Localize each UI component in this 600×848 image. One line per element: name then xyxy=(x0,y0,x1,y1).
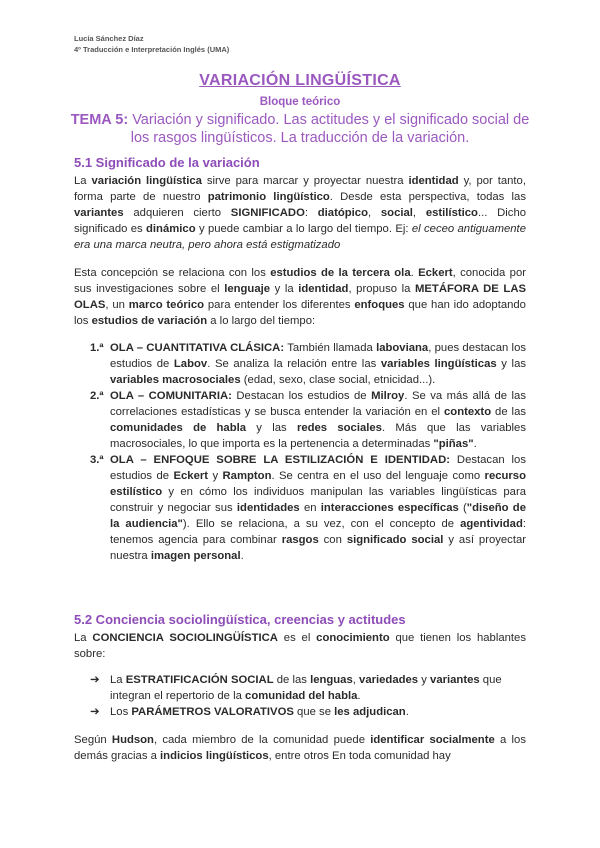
text-run: y xyxy=(418,674,431,686)
text-run: , propuso la xyxy=(348,283,415,295)
bold-term: estudios de la tercera ola xyxy=(270,267,411,279)
bold-term: CONCIENCIA SOCIOLINGÜÍSTICA xyxy=(92,632,278,644)
text-run: . Se va más allá de las correlaciones estadísticas y se busca entender la variación en el xyxy=(110,390,526,418)
wave-item xyxy=(90,340,527,388)
bold-term: Labov xyxy=(173,358,208,370)
bold-term: diatópico xyxy=(317,207,368,219)
bold-term: variantes xyxy=(430,674,480,686)
section-2-paragraph-2 xyxy=(74,732,526,764)
wave-item xyxy=(90,452,526,564)
document-title: VARIACIÓN LINGÜÍSTICA xyxy=(199,72,401,89)
section-2-heading: 5.2 Conciencia sociolingüística, creencias y actitudes xyxy=(74,612,406,627)
bold-term: estilístico xyxy=(425,207,478,219)
text-run: que se xyxy=(293,706,335,718)
text-run: y xyxy=(208,470,223,482)
text-run: , xyxy=(352,674,360,686)
bold-term: identidad xyxy=(408,175,459,187)
bold-term: indicios lingüísticos xyxy=(160,750,269,762)
awareness-item xyxy=(90,704,526,720)
bold-term: variación lingüística xyxy=(91,175,202,187)
bold-term: interacciones específicas xyxy=(320,502,459,514)
text-run: que han ido adoptando los xyxy=(74,299,526,327)
wave-text xyxy=(110,340,526,388)
wave-number: 3.ª xyxy=(90,454,104,466)
bold-term: enfoques xyxy=(354,299,405,311)
wave-text xyxy=(110,388,526,452)
text-run: . xyxy=(405,706,409,718)
bold-term: significado social xyxy=(346,534,444,546)
bold-term: redes sociales xyxy=(296,422,382,434)
text-run: Destacan los estudios de xyxy=(231,390,372,402)
text-run: ). Ello se relaciona, a su vez, con el concepto de xyxy=(182,518,461,530)
bold-term: social xyxy=(380,207,413,219)
author-header: Lucía Sánchez Díaz xyxy=(74,34,144,43)
bold-term: comunidad del habla xyxy=(245,690,358,702)
awareness-list xyxy=(90,672,526,720)
bold-term: conocimiento xyxy=(316,632,390,644)
text-run: para entender los diferentes xyxy=(204,299,355,311)
tema-text: Variación y significado. Las actitudes y el significado social de los rasgos lingüísticos. La traducción de la variación. xyxy=(128,112,530,146)
wave-number: 1.ª xyxy=(90,342,104,354)
text-run: La xyxy=(74,175,92,187)
text-run: Según xyxy=(74,734,112,746)
text-run: y las xyxy=(246,422,297,434)
text-run: , xyxy=(367,207,381,219)
bold-term: Eckert xyxy=(418,267,453,279)
bold-term: estudios de variación xyxy=(91,315,208,327)
text-run: Esta concepción se relaciona con los xyxy=(74,267,271,279)
bold-term: rasgos xyxy=(281,534,319,546)
text-run: el ceceo antiguamente era una marca neutra, pero ahora está estigmatizado xyxy=(74,223,526,251)
text-run: . xyxy=(357,690,361,702)
text-run: (edad, sexo, clase social, etnicidad...). xyxy=(240,374,436,386)
text-run: También llamada xyxy=(284,342,377,354)
tema-label: TEMA 5: xyxy=(70,112,129,128)
text-run: y la xyxy=(270,283,299,295)
bold-term: imagen personal xyxy=(150,550,241,562)
text-run: , entre otros En toda comunidad hay xyxy=(268,750,451,762)
wave-text xyxy=(110,452,526,564)
text-run: que tienen los hablantes sobre: xyxy=(74,632,526,660)
bold-term: variables macrosociales xyxy=(110,374,241,386)
text-run: Los xyxy=(110,706,132,718)
bold-term: Eckert xyxy=(173,470,209,482)
bold-term: METÁFORA DE LAS OLAS xyxy=(74,283,527,311)
bold-term: identidades xyxy=(236,502,300,514)
bold-term: Milroy xyxy=(371,390,405,402)
text-run: . Se analiza la relación entre las xyxy=(207,358,381,370)
text-run: ( xyxy=(458,502,467,514)
text-run: La xyxy=(110,674,126,686)
bold-term: contexto xyxy=(444,406,492,418)
text-run: a lo largo del tiempo: xyxy=(207,315,316,327)
text-run: , conocida por sus investigaciones sobre el xyxy=(74,267,526,295)
bold-term: OLA – COMUNITARIA: xyxy=(110,390,232,402)
text-run: : xyxy=(304,207,318,219)
bold-term: PARÁMETROS VALORATIVOS xyxy=(131,706,294,718)
text-run: y las xyxy=(496,358,526,370)
awareness-text xyxy=(110,706,409,718)
section-1-paragraph-2 xyxy=(74,265,526,329)
bold-term: Rampton xyxy=(222,470,272,482)
text-run: . Más que las variables macrosociales, lo que importa es la pertenencia a determinadas xyxy=(110,422,526,450)
text-run: La xyxy=(74,632,93,644)
bold-term: lenguaje xyxy=(224,283,271,295)
tema-heading xyxy=(70,111,530,147)
arrow-icon: ➔ xyxy=(90,706,100,718)
text-run: . Se centra en el uso del lenguaje como xyxy=(271,470,485,482)
bold-term: variedades xyxy=(359,674,419,686)
wave-number: 2.ª xyxy=(90,390,104,402)
text-run: de las xyxy=(273,674,311,686)
text-run: : tenemos agencia para combinar xyxy=(110,518,526,546)
waves-list xyxy=(90,340,527,564)
bold-term: laboviana xyxy=(376,342,429,354)
course-header: 4º Traducción e Interpretación Inglés (UMA) xyxy=(74,45,230,54)
bold-term: lenguas xyxy=(310,674,353,686)
bold-term: identificar socialmente xyxy=(370,734,495,746)
section-1-paragraph-1 xyxy=(74,173,526,253)
text-run: y, por tanto, forma parte de nuestro xyxy=(74,175,526,203)
awareness-text xyxy=(110,674,502,702)
bold-term: les adjudican xyxy=(334,706,406,718)
text-run: es el xyxy=(277,632,317,644)
text-run: , cada miembro de la comunidad puede xyxy=(153,734,371,746)
text-run: , pues destacan los estudios de xyxy=(110,342,527,370)
text-run: . xyxy=(240,550,244,562)
bold-term: patrimonio lingüístico xyxy=(207,191,330,203)
bold-term: OLA – ENFOQUE SOBRE LA ESTILIZACIÓN E IDENTIDAD: xyxy=(110,454,450,466)
bold-term: agentividad xyxy=(460,518,523,530)
section-1-heading: 5.1 Significado de la variación xyxy=(74,155,260,170)
bold-term: variantes xyxy=(74,207,124,219)
document-subtitle: Bloque teórico xyxy=(259,96,341,108)
bold-term: recurso estilístico xyxy=(110,470,526,498)
text-run: y así proyectar nuestra xyxy=(110,534,526,562)
text-run: y en cómo los individuos manipulan las variables lingüísticas para construir y negociar sus xyxy=(110,486,526,514)
text-run: en xyxy=(299,502,321,514)
text-run: a los demás gracias a xyxy=(74,734,526,762)
text-run: . Desde esta perspectiva, todas las xyxy=(329,191,526,203)
wave-item xyxy=(90,388,526,452)
text-run: ... Dicho significado es xyxy=(74,207,527,235)
bold-term: SIGNIFICADO xyxy=(230,207,305,219)
bold-term: dinámico xyxy=(146,223,196,235)
text-run: , un xyxy=(105,299,129,311)
text-run: . xyxy=(473,438,477,450)
bold-term: ESTRATIFICACIÓN SOCIAL xyxy=(125,674,274,686)
text-run: adquieren cierto xyxy=(123,207,231,219)
arrow-icon: ➔ xyxy=(90,674,100,686)
text-run: que integran el repertorio de la xyxy=(110,674,502,702)
bold-term: "piñas" xyxy=(433,438,474,450)
text-run: . xyxy=(410,267,419,279)
bold-term: OLA – CUANTITATIVA CLÁSICA: xyxy=(110,342,285,354)
awareness-item xyxy=(90,672,526,704)
text-run: con xyxy=(318,534,347,546)
bold-term: identidad xyxy=(298,283,349,295)
bold-term: comunidades de habla xyxy=(110,422,247,434)
text-run: de las xyxy=(491,406,526,418)
text-run: , xyxy=(412,207,426,219)
text-run: y puede cambiar a lo largo del tiempo. Ej: xyxy=(195,223,412,235)
bold-term: "diseño de la audiencia" xyxy=(110,502,526,530)
section-2-paragraph-1 xyxy=(74,630,526,662)
bold-term: marco teórico xyxy=(128,299,205,311)
bold-term: variables lingüísticas xyxy=(380,358,497,370)
text-run: sirve para marcar y proyectar nuestra xyxy=(201,175,409,187)
bold-term: Hudson xyxy=(111,734,154,746)
text-run: Destacan los estudios de xyxy=(110,454,526,482)
